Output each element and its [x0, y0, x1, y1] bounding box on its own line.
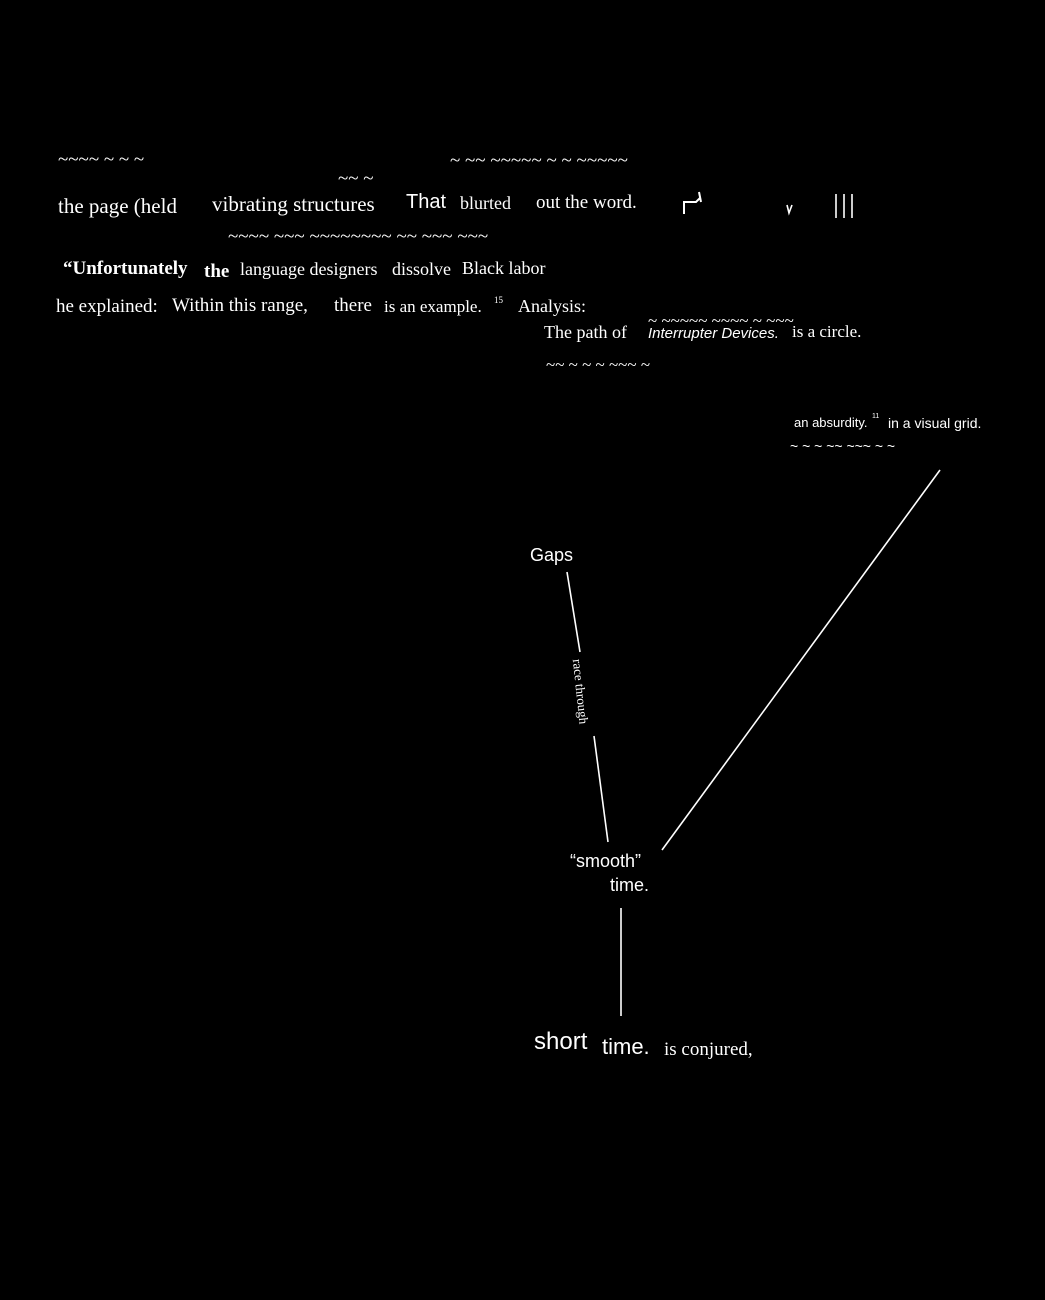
label-race-through: race through [569, 658, 592, 725]
clipped-text-strip: ~~~~ ~~~ ~~~~~~~~ ~~ ~~~ ~~~ [228, 226, 489, 247]
clipped-text-strip: ~ ~~ ~~~~~ ~ ~ ~~~~~ [450, 150, 628, 171]
clipped-text-strip: ~~ ~ ~ ~ ~~~ ~ [546, 355, 651, 374]
fragment-there: there [334, 295, 372, 316]
clipped-text-strip: ~~~~ ~ ~ ~ [58, 149, 145, 170]
fragment-dissolve: dissolve [392, 259, 452, 279]
clipped-text-strip: ~~ ~ [338, 168, 374, 189]
fragment-an-absurdity: an absurdity. [794, 415, 868, 430]
fragment-black-labor: Black labor [462, 258, 546, 278]
fragment-he-explained: he explained: [56, 296, 158, 317]
diagonal-line [662, 470, 940, 850]
line-gaps-lower [594, 736, 608, 842]
line-gaps-upper [567, 572, 580, 652]
fragment-blurted: blurted [460, 193, 511, 213]
fragment-the-path-of: The path of [544, 322, 627, 342]
fragment-vibrating-structures: vibrating structures [212, 192, 375, 216]
fragment-language-designers: language designers [240, 259, 378, 279]
clipped-text-strip: ~ ~ ~ ~~ ~~~ ~ ~ [790, 438, 896, 454]
fragment-unfortunately: “Unfortunately [63, 258, 188, 279]
fragment-out-the-word: out the word. [536, 192, 637, 213]
fragment-is-an-example: is an example. [384, 297, 482, 316]
fragment-within-this-range: Within this range, [172, 295, 308, 316]
fragment-the-page-held: the page (held [58, 194, 177, 218]
fragment-time: time. [602, 1034, 650, 1059]
footnote-marker-15: 15 [494, 295, 503, 305]
fragment-short: short [534, 1028, 588, 1055]
fragment-analysis: Analysis: [518, 296, 587, 316]
fragment-that: That [406, 191, 447, 213]
fragment-interrupter-devices: Interrupter Devices. [648, 325, 779, 342]
fragment-is-a-circle: is a circle. [792, 322, 862, 341]
fragment-in-a-visual-grid: in a visual grid. [888, 415, 982, 431]
fragment-is-conjured: is conjured, [664, 1039, 753, 1060]
clipped-text-strip: ~ ~~~~~ ~~~~ ~ ~~~ [648, 311, 794, 330]
footnote-marker-11: 11 [872, 413, 880, 420]
label-time: time. [610, 875, 650, 895]
label-gaps: Gaps [530, 545, 574, 565]
fragment-the: the [204, 261, 230, 282]
label-smooth: “smooth” [570, 851, 642, 871]
